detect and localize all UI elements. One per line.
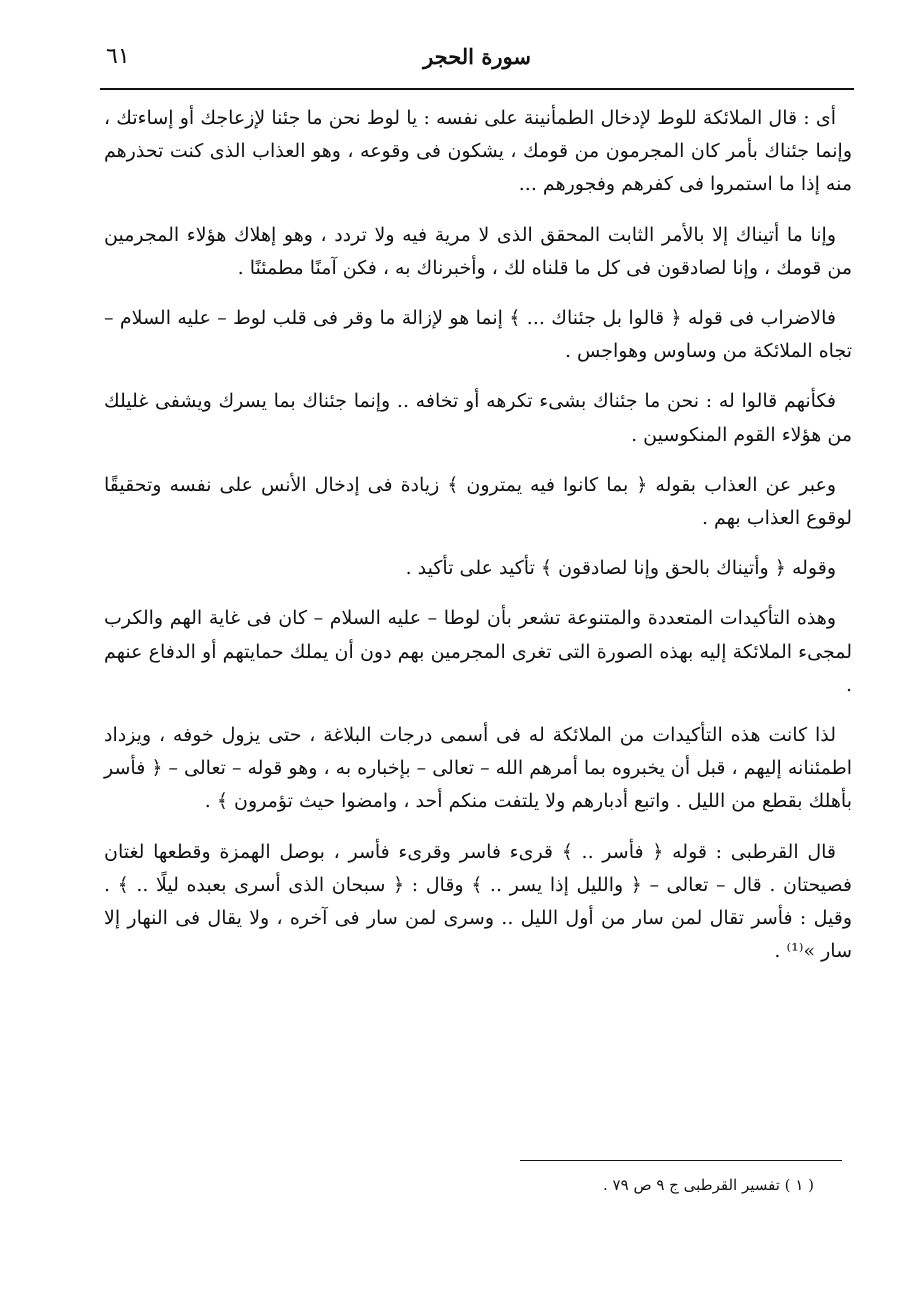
page-body [104,102,852,985]
header-divider [100,88,854,90]
paragraph: قال القرطبى : قوله ﴿ فأسر .. ﴾ قرىء فاسر وقرىء فأسر ، بوصل الهمزة وقطعها لغتان فصيحتان . قال – تعالى – ﴿ والليل إذا يسر .. ﴾ وقال : ﴿ سبحان الذى أسرى بعبده ليلًا .. ﴾ . وقيل : فأسر تقال لمن سار من أول الليل .. وسرى لمن سار فى آخره ، ولا يقال فى النهار إلا سار »⁽¹⁾ . [104,840,852,963]
paragraph: وعبر عن العذاب بقوله ﴿ بما كانوا فيه يمترون ﴾ زيادة فى إدخال الأنس على نفسه وتحقيقًا لوقوع العذاب بهم . [104,473,852,530]
paragraph: أى : قال الملائكة للوط لإدخال الطمأنينة على نفسه : يا لوط نحن ما جئنا لإزعاجك أو إساءتك ، وإنما جئناك بأمر كان المجرمون من قومك ، يشكون فى وقوعه ، وهو العذاب الذى كنت تحذرهم منه إذا ما استمروا فى كفرهم وفجورهم ... [104,107,852,196]
paragraph: وقوله ﴿ وأتيناك بالحق وإنا لصادقون ﴾ تأكيد على تأكيد . [405,557,836,580]
footnote-divider [520,1160,842,1161]
chapter-title: سورة الحجر [423,44,531,69]
paragraph: لذا كانت هذه التأكيدات من الملائكة له فى أسمى درجات البلاغة ، حتى يزول خوفه ، ويزداد اطمئنانه إليهم ، قبل أن يخبروه بما أمرهم الله – تعالى – بإخباره به ، وهو قوله – تعالى – ﴿ فأسر بأهلك بقطع من الليل . واتبع أدبارهم ولا يلتفت منكم أحد ، وامضوا حيث تؤمرون ﴾ . [104,724,852,813]
paragraph: فكأنهم قالوا له : نحن ما جئناك بشىء تكرهه أو تخافه .. وإنما جئناك بما يسرك ويشفى غليلك من هؤلاء القوم المنكوسين . [104,390,852,446]
page-header [100,38,854,90]
paragraph: فالاضراب فى قوله ﴿ قالوا بل جئناك ... ﴾ إنما هو لإزالة ما وقر فى قلب لوط – عليه السلام – تجاه الملائكة من وساوس وهواجس . [104,307,852,363]
page-number: ٦١ [106,44,130,69]
paragraph: وهذه التأكيدات المتعددة والمتنوعة تشعر بأن لوطا – عليه السلام – كان فى غاية الهم والكرب لمجىء الملائكة إليه بهذه الصورة التى تغرى المجرمين بهم دون أن يملك حمايتهم أو الدفاع عنهم . [104,607,852,696]
footnote: ( ١ ) تفسير القرطبى ج ٩ ص ٧٩ . [603,1176,814,1194]
paragraph: وإنا ما أتيناك إلا بالأمر الثابت المحقق الذى لا مرية فيه ولا تردد ، وهو إهلاك هؤلاء المجرمين من قومك ، وإنا لصادقون فى كل ما قلناه لك ، وأخبرناك به ، فكن آمنًا مطمئنًا . [104,223,852,279]
